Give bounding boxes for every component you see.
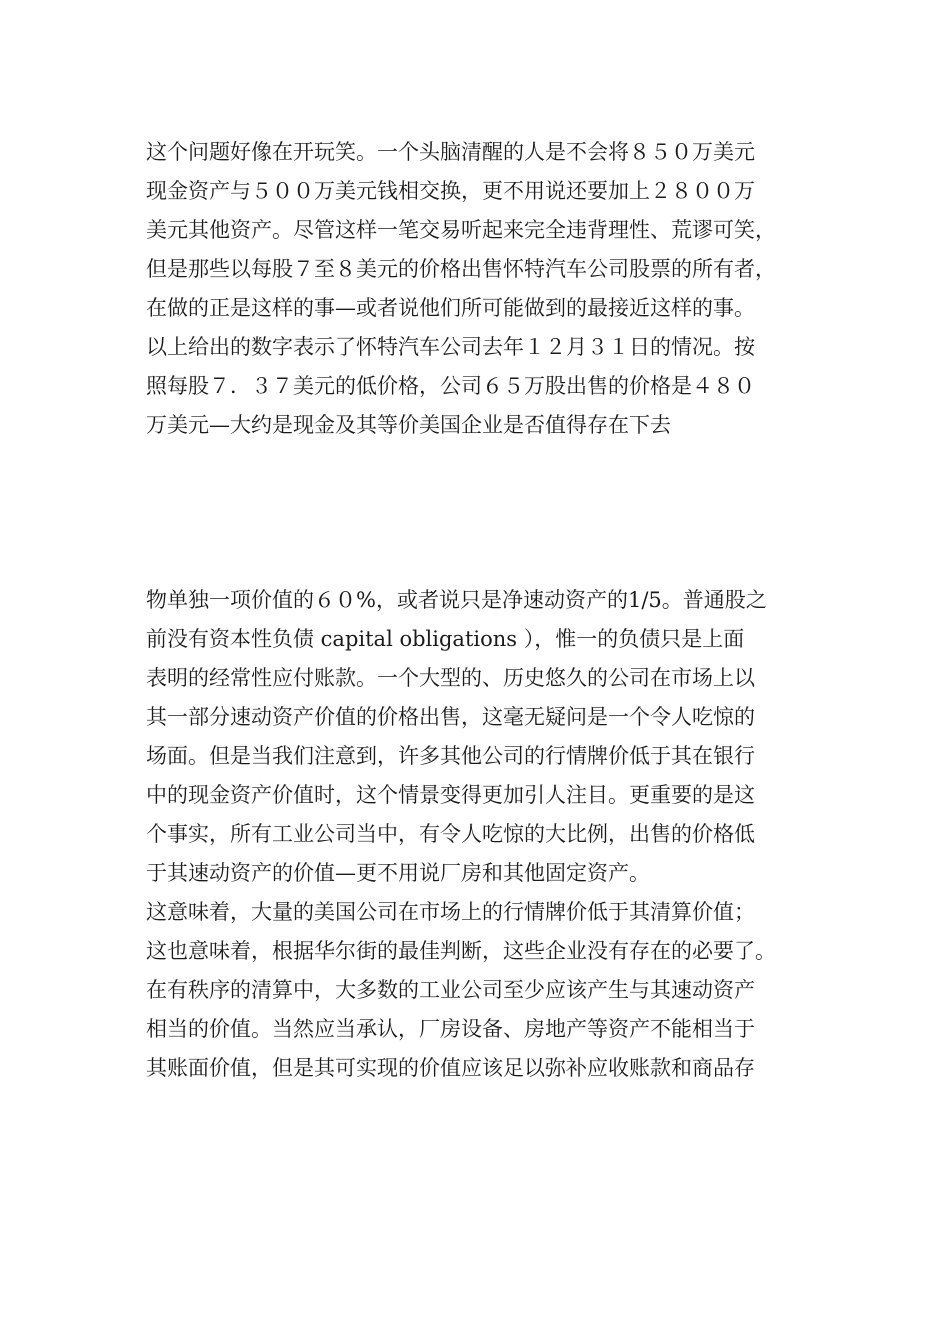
text-line: 场面。但是当我们注意到，许多其他公司的行情牌价低于其在银行 [146,744,755,768]
text-line: 个事实，所有工业公司当中，有令人吃惊的大比例，出售的价格低 [146,822,755,846]
text-line: 这也意味着，根据华尔街的最佳判断，这些企业没有存在的必要了。 [146,939,776,963]
text-line: 美元其他资产。尽管这样一笔交易听起来完全违背理性、荒谬可笑， [146,218,776,242]
text-line: 现金资产与５００万美元钱相交换，更不用说还要加上２８００万 [146,179,755,203]
text-line: 这意味着，大量的美国公司在市场上的行情牌价低于其清算价值； [146,900,755,924]
text-line: 但是那些以每股７至８美元的价格出售怀特汽车公司股票的所有者， [146,257,776,281]
text-line: 中的现金资产价值时，这个情景变得更加引人注目。更重要的是这 [146,783,755,807]
text-line: 照每股７．３７美元的低价格，公司６５万股出售的价格是４８０ [146,374,755,398]
text-line: 于其速动资产的价值—更不用说厂房和其他固定资产。 [146,861,650,885]
text-line: 万美元—大约是现金及其等价美国企业是否值得存在下去 [146,413,671,437]
text-line: 其账面价值，但是其可实现的价值应该足以弥补应收账款和商品存 [146,1056,755,1080]
text-line: 前没有资本性负债 capital obligations ），惟一的负债只是上面 [146,627,745,651]
text-line: 在有秩序的清算中，大多数的工业公司至少应该产生与其速动资产 [146,978,755,1002]
paragraph-block-2 [146,581,816,1088]
paragraph-block-1 [146,133,816,445]
text-line: 在做的正是这样的事—或者说他们所可能做到的最接近这样的事。 [146,296,755,320]
text-line: 这个问题好像在开玩笑。一个头脑清醒的人是不会将８５０万美元 [146,140,755,164]
text-line: 其一部分速动资产价值的价格出售，这毫无疑问是一个令人吃惊的 [146,705,755,729]
text-line: 以上给出的数字表示了怀特汽车公司去年１２月３１日的情况。按 [146,335,755,359]
text-line: 相当的价值。当然应当承认，厂房设备、房地产等资产不能相当于 [146,1017,755,1041]
text-line: 表明的经常性应付账款。一个大型的、历史悠久的公司在市场上以 [146,666,755,690]
text-line: 物单独一项价值的６０%，或者说只是净速动资产的1/5。普通股之 [146,588,767,612]
